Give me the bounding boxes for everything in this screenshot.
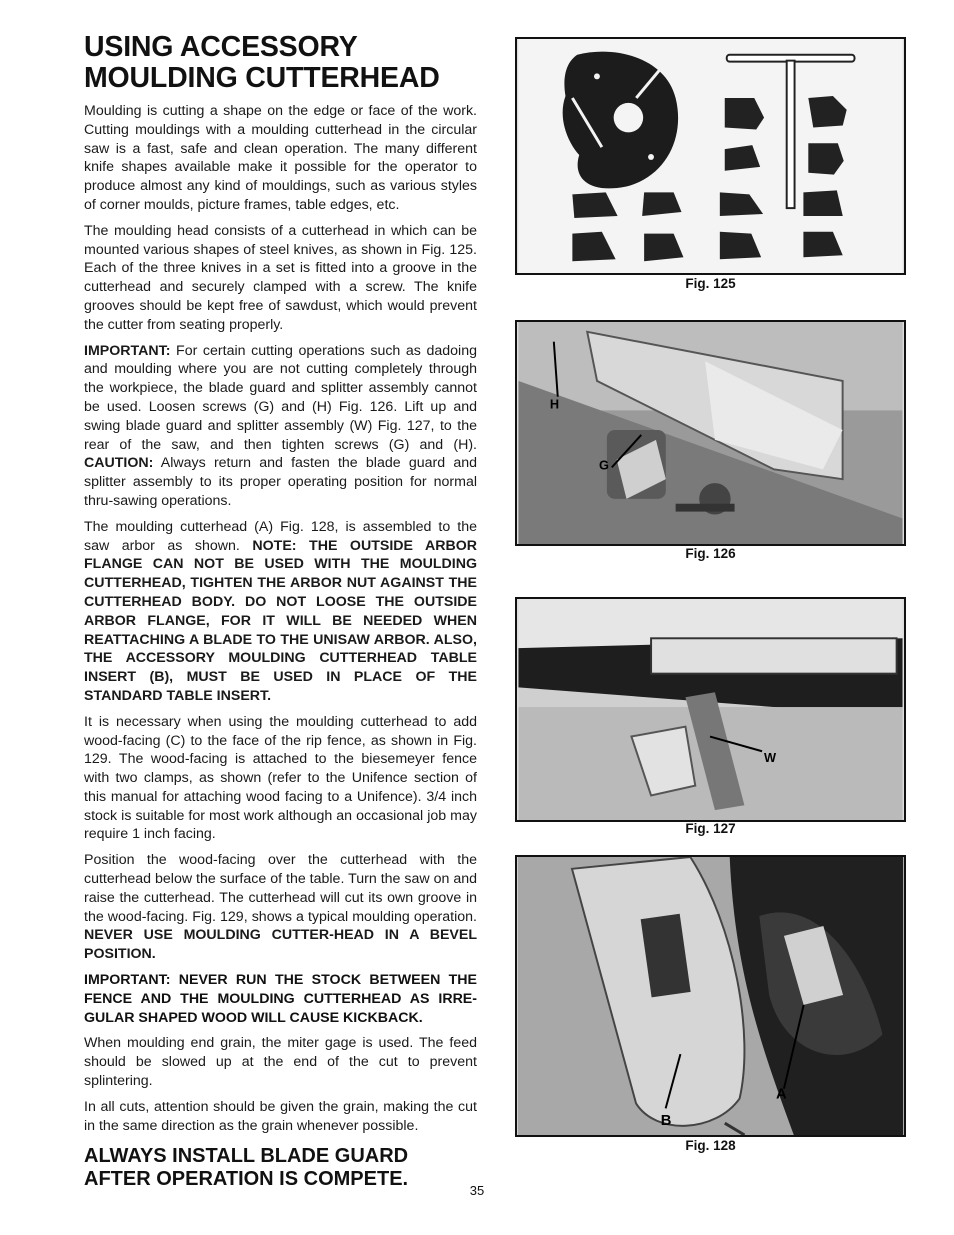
blade-guard-screws-photo [517, 322, 904, 544]
label-a: A [776, 1086, 787, 1103]
swung-guard-photo [517, 599, 904, 820]
text-column [84, 32, 477, 1191]
label-h: H [549, 396, 560, 412]
figure-127-caption: Fig. 127 [685, 821, 736, 836]
paragraph-moulding-head: The moulding head consists of a cutterhead in which can be mounted various shapes of steel knives, as shown in Fig. 125. Each of the three knives in a set is fitted into a groove in the cutterhead and securely clamped with a screw. The knife grooves should be kept free of sawdust, which would prevent the cutter from seating properly. [84, 222, 477, 333]
closing-line-1: ALWAYS INSTALL BLADE GUARD [84, 1145, 409, 1168]
bevel-warning: NEVER USE MOULDING CUTTER-HEAD IN A BEVEL POSITION. [84, 927, 477, 963]
title-line-2: MOULDING CUTTERHEAD [84, 62, 440, 94]
figure-126-image [515, 320, 906, 546]
paragraph-wood-facing: It is necessary when using the moulding cutterhead to add wood-facing (C) to the face of the rip fence, as shown in Fig. 129. The wood-facing is attached to the biesemeyer fence with two clamps, as shown (refer to the Unifence section of this manual for attaching wood facing to a Unifence). 3/4 inch stock is suitable for most work although an occasional job may require 1 inch facing. [84, 713, 477, 843]
closing-line-2: AFTER OPERATION IS COMPETE. [84, 1168, 409, 1191]
page-title [84, 32, 477, 94]
figure-128-image [515, 855, 906, 1137]
figure-128-caption: Fig. 128 [685, 1138, 736, 1153]
cutterhead-knives-illustration [517, 39, 904, 273]
important-text: For certain cutting operations such as dadoing and moulding where you are not cutting completely through the workpiece, the blade guard and splitter assembly cannot be used. Loosen screws (G) and (H) Fig. 126. Lift up and swing blade guard and splitter assembly (W) Fig. 127, to the rear of the saw, and then tighten screws (G) and (H). [84, 342, 477, 453]
arbor-text: The moulding cutterhead (A) Fig. 128, is assembled to the saw arbor as shown. [84, 518, 477, 554]
figure-127-image [515, 597, 906, 822]
paragraph-kickback-warning: IMPORTANT: NEVER RUN THE STOCK BETWEEN THE FENCE AND THE MOULDING CUTTERHEAD AS IRRE-GULAR SHAPED WOOD WILL CAUSE KICKBACK. [84, 972, 477, 1026]
table-insert-photo [517, 857, 904, 1135]
paragraph-end-grain: When moulding end grain, the miter gage is used. The feed should be slowed up at the end of the cut to prevent splintering. [84, 1035, 477, 1090]
paragraph-intro: Moulding is cutting a shape on the edge or face of the work. Cutting mouldings with a moulding cutterhead in the circular saw is a fast, safe and clean operation. The many different knife shapes available make it possible for the operator to produce almost any kind of mouldings, such as various styles of corner moulds, picture frames, table edges, etc. [84, 103, 477, 213]
paragraph-arbor-note [84, 518, 477, 706]
label-g: G [599, 457, 609, 473]
caution-label: CAUTION: [84, 455, 154, 472]
position-text: Position the wood-facing over the cutterhead with the cutterhead below the surface of the table. Turn the saw on and raise the cutterhead. The cutterhead will cut its own groove in the wood-facing. Fig. 129, shows a typical moulding operation. [84, 852, 477, 925]
caution-text: Always return and fasten the blade guard and splitter assembly to its proper operating position for normal thru-sawing operations. [84, 455, 477, 509]
figure-125-image [515, 37, 906, 275]
paragraph-grain: In all cuts, attention should be given the grain, making the cut in the same direction as the grain whenever possible. [84, 1098, 477, 1134]
paragraph-position [84, 851, 477, 964]
figure-125-caption: Fig. 125 [685, 276, 736, 291]
paragraph-important-guard [84, 342, 477, 511]
important-label: IMPORTANT: [84, 342, 171, 359]
title-line-1: USING ACCESSORY [84, 31, 358, 63]
page-number: 35 [469, 1183, 485, 1198]
figure-126-caption: Fig. 126 [685, 546, 736, 561]
arbor-note-bold: NOTE: THE OUTSIDE ARBOR FLANGE CAN NOT BE USED WITH THE MOULDING CUTTERHEAD, TIGHTEN THE ARBOR NUT AGAINST THE CUTTERHEAD BODY. DO NOT LOOSE THE OUTSIDE ARBOR FLANGE, FOR IT WILL BE NEEDED WHEN REATTACHING A BLADE TO THE UNISAW ARBOR. ALSO, THE ACCESSORY MOULDING CUTTERHEAD TABLE INSERT (B), MUST BE USED IN PLACE OF THE STANDARD TABLE INSERT. [84, 537, 477, 704]
label-b: B [660, 1113, 672, 1130]
label-w: W [764, 750, 777, 766]
